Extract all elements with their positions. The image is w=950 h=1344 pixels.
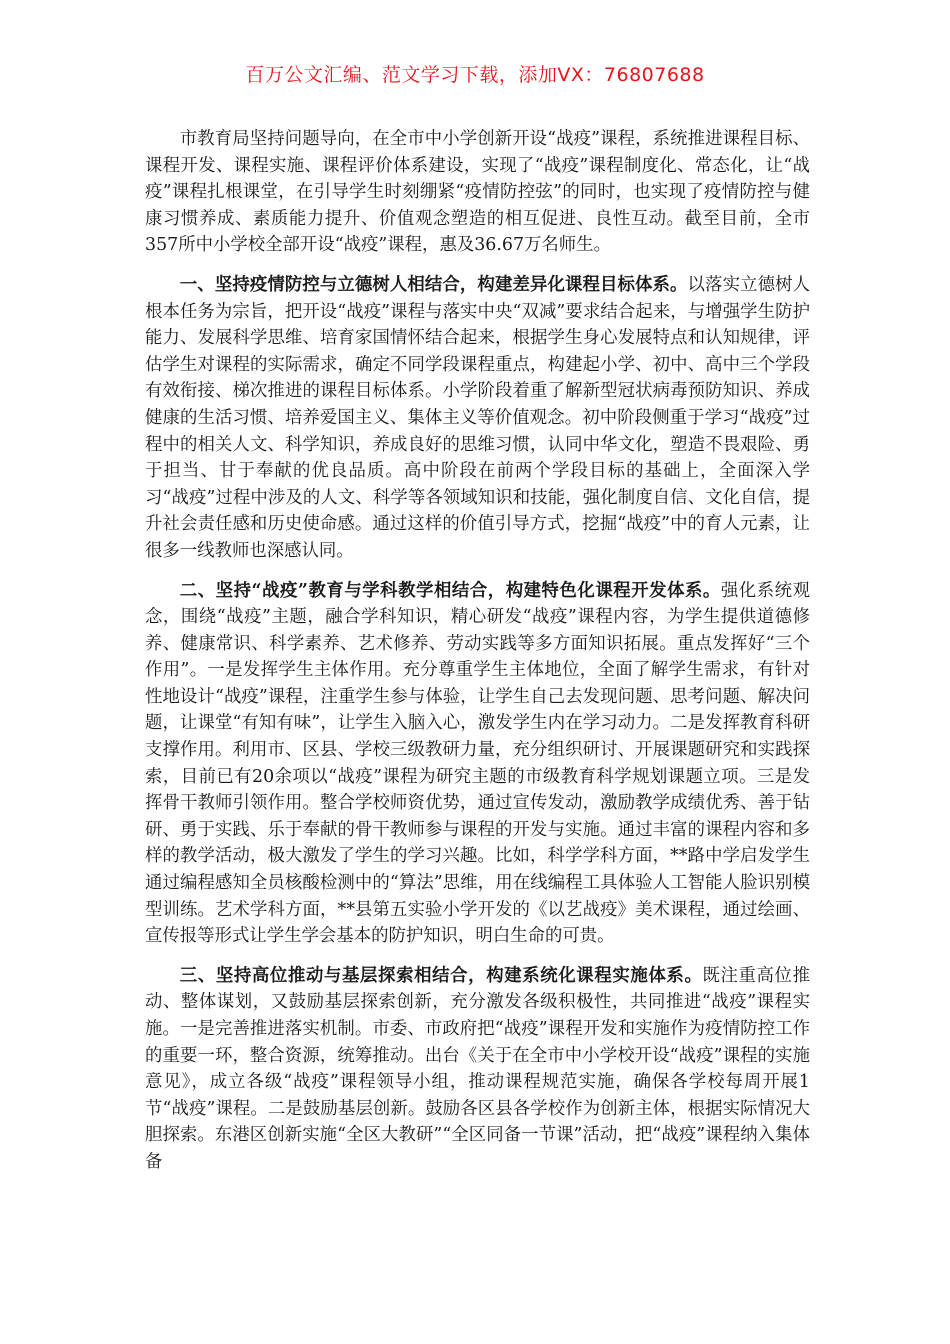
- section-heading-1: 一、坚持疫情防控与立德树人相结合，构建差异化课程目标体系。: [179, 274, 688, 295]
- section-heading-2: 二、坚持“战疫”教育与学科教学相结合，构建特色化课程开发体系。: [179, 580, 721, 601]
- section-paragraph-1: [145, 272, 810, 565]
- section-body-3: 既注重高位推动、整体谋划，又鼓励基层探索创新，充分激发各级积极性，共同推进“战疫”课程实施。一是完善推进落实机制。市委、市政府把“战疫”课程开发和实施作为疫情防控工作的重要一环，整合资源，统筹推动。出台《关于在全市中小学校开设“战疫”课程的实施意见》，成立各级“战疫”课程领导小组，推动课程规范实施，确保各学校每周开展1节“战疫”课程。二是鼓励基层创新。鼓励各区县各学校作为创新主体，根据实际情况大胆探索。东港区创新实施“全区大教研”“全区同备一节课”活动，把“战疫”课程纳入集体备: [145, 965, 810, 1172]
- document-body: [145, 126, 810, 1189]
- header-banner: 百万公文汇编、范文学习下载，添加VX：76807688: [245, 64, 705, 86]
- intro-paragraph: 市教育局坚持问题导向，在全市中小学创新开设“战疫”课程，系统推进课程目标、课程开发、课程实施、课程评价体系建设，实现了“战疫”课程制度化、常态化，让“战疫”课程扎根课堂，在引导学生时刻绷紧“疫情防控弦”的同时，也实现了疫情防控与健康习惯养成、素质能力提升、价值观念塑造的相互促进、良性互动。截至目前，全市357所中小学校全部开设“战疫”课程，惠及36.67万名师生。: [145, 129, 810, 256]
- section-paragraph-2: [145, 578, 810, 950]
- section-body-2: 强化系统观念，围绕“战疫”主题，融合学科知识，精心研发“战疫”课程内容，为学生提供道德修养、健康常识、科学素养、艺术修养、劳动实践等多方面知识拓展。重点发挥好“三个作用”。一是发挥学生主体作用。充分尊重学生主体地位，全面了解学生需求，有针对性地设计“战疫”课程，注重学生参与体验，让学生自己去发现问题、思考问题、解决问题，让课堂“有知有味”，让学生入脑入心，激发学生内在学习动力。二是发挥教育科研支撑作用。利用市、区县、学校三级教研力量，充分组织研讨、开展课题研究和实践探索，目前已有20余项以“战疫”课程为研究主题的市级教育科学规划课题立项。三是发挥骨干教师引领作用。整合学校师资优势，通过宣传发动，激励教学成绩优秀、善于钻研、勇于实践、乐于奉献的骨干教师参与课程的开发与实施。通过丰富的课程内容和多样的教学活动，极大激发了学生的学习兴趣。比如，科学学科方面，**路中学启发学生通过编程感知全员核酸检测中的“算法”思维，用在线编程工具体验人工智能人脸识别模型训练。艺术学科方面，**县第五实验小学开发的《以艺战疫》美术课程，通过绘画、宣传报等形式让学生学会基本的防护知识，明白生命的可贵。: [145, 580, 810, 947]
- section-paragraph-3: [145, 963, 810, 1176]
- section-body-1: 以落实立德树人根本任务为宗旨，把开设“战疫”课程与落实中央“双减”要求结合起来，与增强学生防护能力、发展科学思维、培育家国情怀结合起来，根据学生身心发展特点和认知规律，评估学生对课程的实际需求，确定不同学段课程重点，构建起小学、初中、高中三个学段有效衔接、梯次推进的课程目标体系。小学阶段着重了解新型冠状病毒预防知识、养成健康的生活习惯、培养爱国主义、集体主义等价值观念。初中阶段侧重于学习“战疫”过程中的相关人文、科学知识，养成良好的思维习惯，认同中华文化，塑造不畏艰险、勇于担当、甘于奉献的优良品质。高中阶段在前两个学段目标的基础上，全面深入学习“战疫”过程中涉及的人文、科学等各领域知识和技能，强化制度自信、文化自信，提升社会责任感和历史使命感。通过这样的价值引导方式，挖掘“战疫”中的育人元素，让很多一线教师也深感认同。: [145, 274, 810, 561]
- section-heading-3: 三、坚持高位推动与基层探索相结合，构建系统化课程实施体系。: [179, 965, 703, 986]
